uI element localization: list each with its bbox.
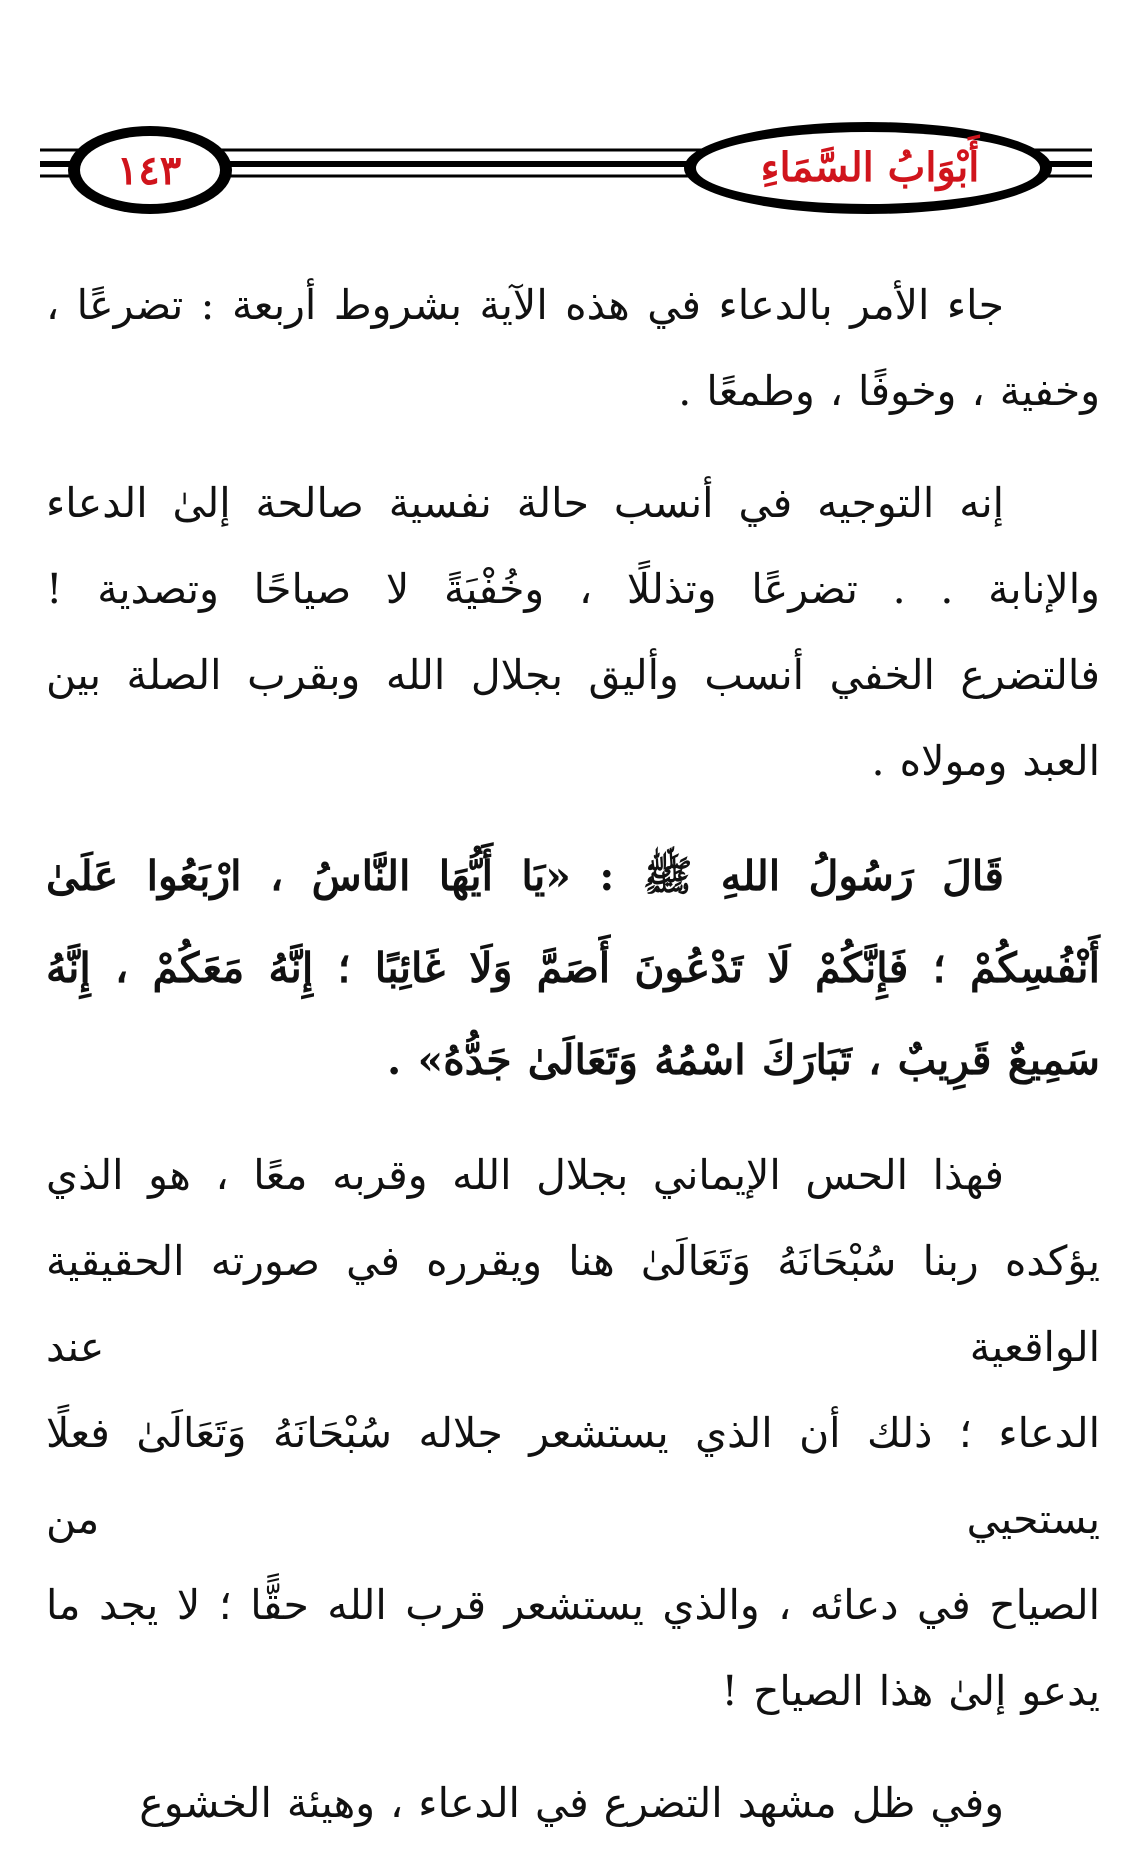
text-line: سَمِيعٌ قَرِيبٌ ، تَبَارَكَ اسْمُهُ وَتَعَالَىٰ جَدُّهُ» . (387, 1036, 1100, 1084)
text-line: وفي ظل مشهد التضرع في الدعاء ، وهيئة الخشوع (139, 1779, 1004, 1827)
running-title: أَبْوَابُ السَّمَاءِ (760, 144, 980, 191)
text-line: الدعاء ؛ ذلك أن الذي يستشعر جلاله سُبْحَانَهُ وَتَعَالَىٰ فعلًا يستحيي من (46, 1409, 1100, 1543)
paragraph-5 (46, 1760, 1100, 1846)
page-number: ١٤٣ (116, 147, 182, 194)
text-line: أَنْفُسِكُمْ ؛ فَإِنَّكُمْ لَا تَدْعُونَ أَصَمَّ وَلَا غَائِبًا ؛ إِنَّهُ مَعَكُمْ ، إِنَّهُ (46, 944, 1100, 992)
text-line: إنه التوجيه في أنسب حالة نفسية صالحة إلىٰ الدعاء (46, 479, 1004, 527)
text-line: يؤكده ربنا سُبْحَانَهُ وَتَعَالَىٰ هنا ويقرره في صورته الحقيقية الواقعية عند (46, 1237, 1100, 1371)
text-line: جاء الأمر بالدعاء في هذه الآية بشروط أربعة : تضرعًا ، (46, 281, 1004, 329)
text-line: فالتضرع الخفي أنسب وأليق بجلال الله وبقرب الصلة بين (46, 651, 1100, 699)
paragraph-1 (46, 262, 1100, 434)
text-line: والإنابة . . تضرعًا وتذللًا ، وخُفْيَةً لا صياحًا وتصدية ! (46, 565, 1100, 613)
text-line: الصياح في دعائه ، والذي يستشعر قرب الله حقًّا ؛ لا يجد ما (46, 1581, 1100, 1629)
hadith-paragraph (46, 830, 1100, 1106)
paragraph-4 (46, 1132, 1100, 1734)
text-line: وخفية ، وخوفًا ، وطمعًا . (678, 367, 1100, 415)
text-line: قَالَ رَسُولُ اللهِ ﷺ : «يَا أَيُّهَا النَّاسُ ، ارْبَعُوا عَلَىٰ (46, 852, 1004, 900)
text-line: يدعو إلىٰ هذا الصياح ! (721, 1667, 1100, 1715)
text-line: العبد ومولاه . (871, 737, 1100, 785)
paragraph-2 (46, 460, 1100, 804)
text-line: فهذا الحس الإيماني بجلال الله وقربه معًا ، هو الذي (46, 1151, 1004, 1199)
page-body (46, 262, 1100, 1872)
